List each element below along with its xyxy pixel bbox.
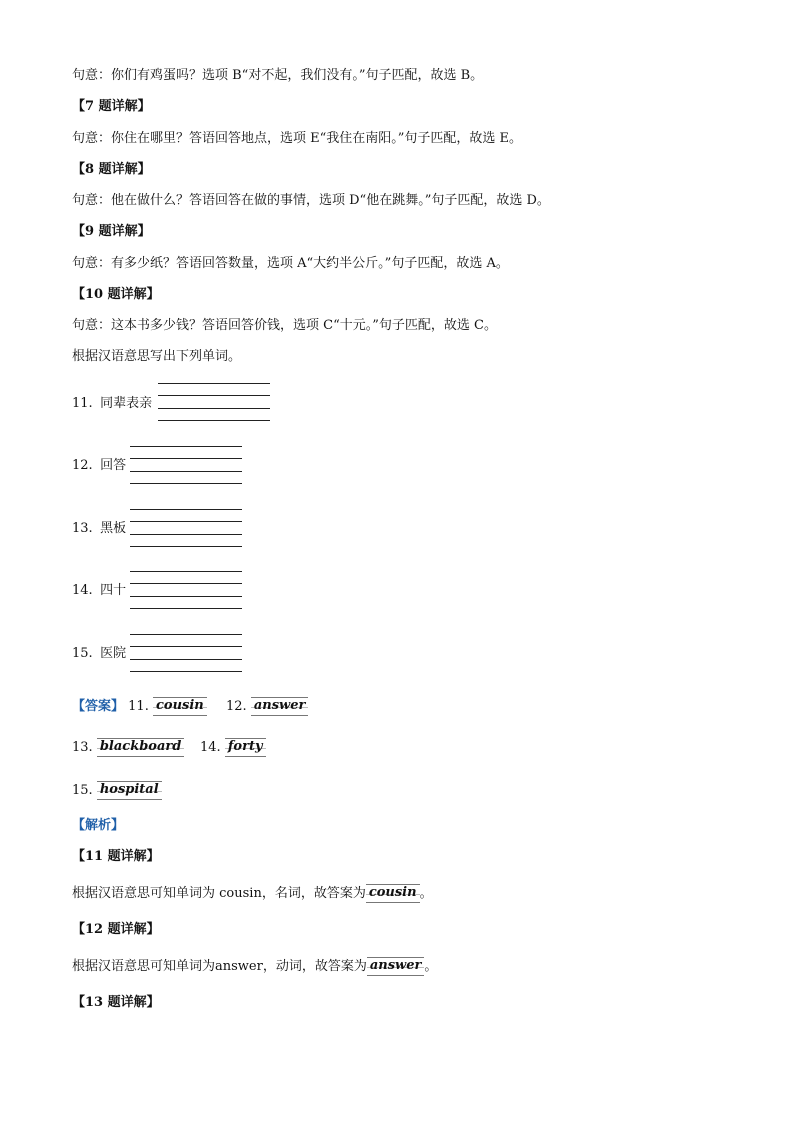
q11-detail: [72, 884, 433, 903]
answer-number: 11.: [128, 699, 149, 714]
answer-row-1: [72, 697, 207, 716]
question-text: 同辈表亲: [100, 396, 153, 411]
detail-punct: 。: [424, 959, 438, 974]
question-number: 14.: [72, 583, 93, 598]
analysis-tag: 【解析】: [72, 818, 125, 833]
answer-12: [226, 697, 308, 716]
detail-answer-word: cousin: [366, 884, 420, 903]
answer-word: forty: [225, 738, 266, 757]
question-number: 12.: [72, 458, 93, 473]
q8-explanation: 句意：他在做什么？答语回答在做的事情，选项 D“他在跳舞。”句子匹配，故选 D。: [72, 193, 550, 208]
answer-word: answer: [251, 697, 309, 716]
q11-detail-heading: 【11 题详解】: [72, 849, 160, 864]
question-text: 黑板: [100, 521, 127, 536]
section-instruction: 根据汉语意思写出下列单词。: [72, 349, 242, 364]
answer-14: [200, 738, 266, 757]
answer-word: cousin: [153, 697, 207, 716]
question-text: 医院: [100, 646, 127, 661]
answer-15: [72, 781, 162, 800]
q12-detail: [72, 957, 437, 976]
q8-heading: 【8 题详解】: [72, 162, 151, 177]
question-14: [72, 583, 126, 599]
detail-text: 根据汉语意思可知单词为 cousin，名词，故答案为: [72, 886, 366, 901]
q9-heading: 【9 题详解】: [72, 224, 151, 239]
q6-explanation: 句意：你们有鸡蛋吗？选项 B“对不起，我们没有。”句子匹配，故选 B。: [72, 68, 484, 83]
answer-number: 15.: [72, 783, 93, 798]
question-text: 回答: [100, 458, 127, 473]
question-number: 13.: [72, 521, 93, 536]
writing-grid-12[interactable]: [130, 446, 242, 484]
detail-text: 根据汉语意思可知单词为answer，动词，故答案为: [72, 959, 367, 974]
writing-grid-11[interactable]: [158, 383, 270, 421]
writing-grid-14[interactable]: [130, 571, 242, 609]
question-number: 11.: [72, 396, 93, 411]
answer-number: 13.: [72, 740, 93, 755]
q7-explanation: 句意：你住在哪里？答语回答地点，选项 E“我住在南阳。”句子匹配，故选 E。: [72, 131, 523, 146]
q10-explanation: 句意：这本书多少钱？答语回答价钱，选项 C“十元。”句子匹配，故选 C。: [72, 318, 497, 333]
detail-answer-word: answer: [367, 957, 425, 976]
q7-heading: 【7 题详解】: [72, 99, 151, 114]
answer-word: hospital: [97, 781, 162, 800]
answer-number: 14.: [200, 740, 221, 755]
answer-word: blackboard: [97, 738, 185, 757]
answer-tag: 【答案】: [72, 699, 125, 714]
writing-grid-15[interactable]: [130, 634, 242, 672]
q12-detail-heading: 【12 题详解】: [72, 922, 160, 937]
q9-explanation: 句意：有多少纸？答语回答数量，选项 A“大约半公斤。”句子匹配，故选 A。: [72, 256, 509, 271]
answer-number: 12.: [226, 699, 247, 714]
writing-grid-13[interactable]: [130, 509, 242, 547]
answer-13: [72, 738, 184, 757]
question-number: 15.: [72, 646, 93, 661]
detail-punct: 。: [419, 886, 433, 901]
question-11: [72, 396, 152, 412]
q13-detail-heading: 【13 题详解】: [72, 995, 160, 1010]
question-15: [72, 646, 126, 662]
q10-heading: 【10 题详解】: [72, 287, 160, 302]
question-13: [72, 521, 126, 537]
question-text: 四十: [100, 583, 127, 598]
question-12: [72, 458, 126, 474]
